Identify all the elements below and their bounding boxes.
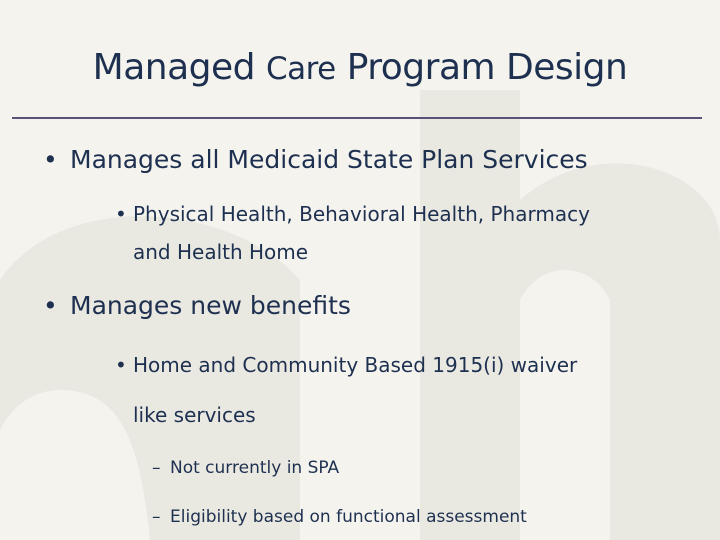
bullet-icon: • bbox=[115, 202, 127, 226]
bullet-icon: • bbox=[43, 291, 58, 320]
sub-bullet-line-1: Home and Community Based 1915(i) waiver bbox=[133, 353, 578, 377]
sub-bullet-line-2: like services bbox=[133, 403, 256, 427]
sub-sub-text: Eligibility based on functional assessment bbox=[170, 507, 527, 527]
bullet-icon: • bbox=[43, 145, 58, 174]
title-part-care: Care bbox=[265, 51, 336, 87]
dash-icon: – bbox=[152, 507, 161, 527]
sub-sub-text: Not currently in SPA bbox=[170, 458, 340, 478]
dash-icon: – bbox=[152, 458, 161, 478]
sub-bullet-line-2: and Health Home bbox=[133, 240, 309, 264]
slide-title bbox=[0, 40, 720, 97]
bullet-icon: • bbox=[115, 353, 127, 377]
title-part-program-design: Program Design bbox=[335, 47, 628, 88]
sub-bullet-line-1: Physical Health, Behavioral Health, Pharmacy bbox=[133, 202, 590, 226]
bullet-text: Manages all Medicaid State Plan Services bbox=[70, 145, 588, 174]
title-divider bbox=[12, 117, 702, 119]
title-part-managed: Managed bbox=[92, 47, 266, 88]
bullet-text: Manages new benefits bbox=[70, 291, 351, 320]
